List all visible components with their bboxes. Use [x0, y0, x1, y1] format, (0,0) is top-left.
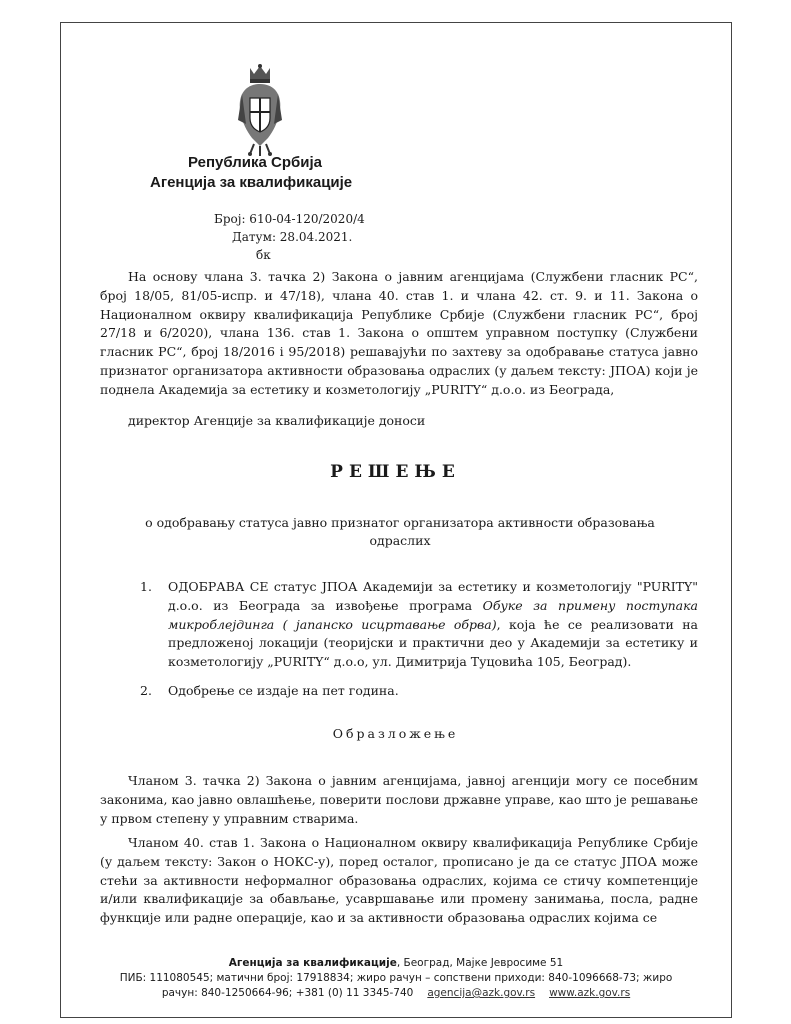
item-text-b: , која ће се реализовати на предложеној локацији (теоријски и практични део у Академији за естетику и козметологију „PURITY“ д.о.о, ул. Димитрија Туцовића 105, Београд). [168, 616, 699, 670]
intro-paragraph: На основу члана 3. тачка 2) Закона о јавним агенцијама (Службени гласник РС“, број 18/05, 81/05-испр. и 47/18), члана 40. став 1. и члана 42. ст. 9. и 11. Закона о Националном оквиру квалификација Републике Србије (Службени гласник РС“, број 27/18 и 6/2020), члана 136. став 1. Закона о општем управном поступку (Службени гласник РС“, број 18/2016 і 95/2018) решавајући по захтеву за одобравање статуса јавно признатог организатора активности образовања одраслих (у даљем тексту: ЈПОА) који је поднела Академија за естетику и козметологију „PURITY“ д.о.о. из Београда, [100, 269, 698, 397]
header-agency: Агенција за квалификације [150, 174, 353, 191]
footer [96, 956, 696, 1001]
intro-issuer: директор Агенције за квалификације доноси [128, 413, 426, 428]
program-name: Обуке за примену поступака микроблејдинга ( јапанско исцртавање обрва) [168, 597, 698, 632]
document-initials: бк [256, 248, 271, 262]
document-date: Датум: 28.04.2021. [232, 230, 353, 244]
list-number: 1. [140, 579, 152, 594]
footer-web-link[interactable]: www.azk.gov.rs [549, 987, 631, 999]
reasoning-title: Образложење [332, 726, 459, 741]
footer-registry: ПИБ: 111080545; матични број: 17918834; жиро рачун – сопствени приходи: 840-1096668-73; жиро [119, 972, 673, 984]
footer-agency: Агенција за квалификације [228, 957, 397, 969]
list-item [140, 578, 698, 672]
decision-list [140, 578, 698, 701]
item-text: Одобрење се издаје на пет година. [168, 682, 399, 698]
footer-account: рачун: 840-1250664-96; +381 (0) 11 3345-740 [161, 987, 414, 999]
header-country: Република Србија [188, 154, 323, 171]
item-text-a: ОДОБРАВА СЕ статус ЈПОА Академији за естетику и козметологију "PURITY" д.о.о. из Београда за извођење програма [168, 579, 698, 613]
document-number: Број: 610-04-120/2020/4 [214, 212, 365, 226]
reasoning-paragraph-2: Чланом 40. став 1. Закона о Националном оквиру квалификација Републике Србије (у даљем тексту: Закон о НОКС-у), поред осталог, прописано је да се статус ЈПОА може стећи за активности неформалног образовања одраслих, којима се стичу компетенције и/или квалификације за обављање, усавршавање или промену занимања, посла, радне функције или радне операције, као и за активности образовања одраслих којима се [100, 835, 698, 926]
footer-address: , Београд, Мајке Јевросиме 51 [396, 957, 564, 969]
coat-of-arms-icon [236, 64, 284, 158]
list-number: 2. [140, 682, 152, 698]
footer-email-link[interactable]: agencija@azk.gov.rs [427, 987, 536, 999]
reasoning-paragraph-1: Чланом 3. тачка 2) Закона о јавним агенцијама, јавној агенцији могу се посебним законима, као јавно овлашћење, поверити послови државне управе, као што је решавање у првом степену у управним стварима. [100, 773, 698, 826]
decision-subtitle: о одобравању статуса јавно признатог организатора активности образовања одраслих [145, 515, 655, 548]
decision-title: РЕШЕЊЕ [330, 462, 461, 482]
list-item [140, 682, 698, 701]
